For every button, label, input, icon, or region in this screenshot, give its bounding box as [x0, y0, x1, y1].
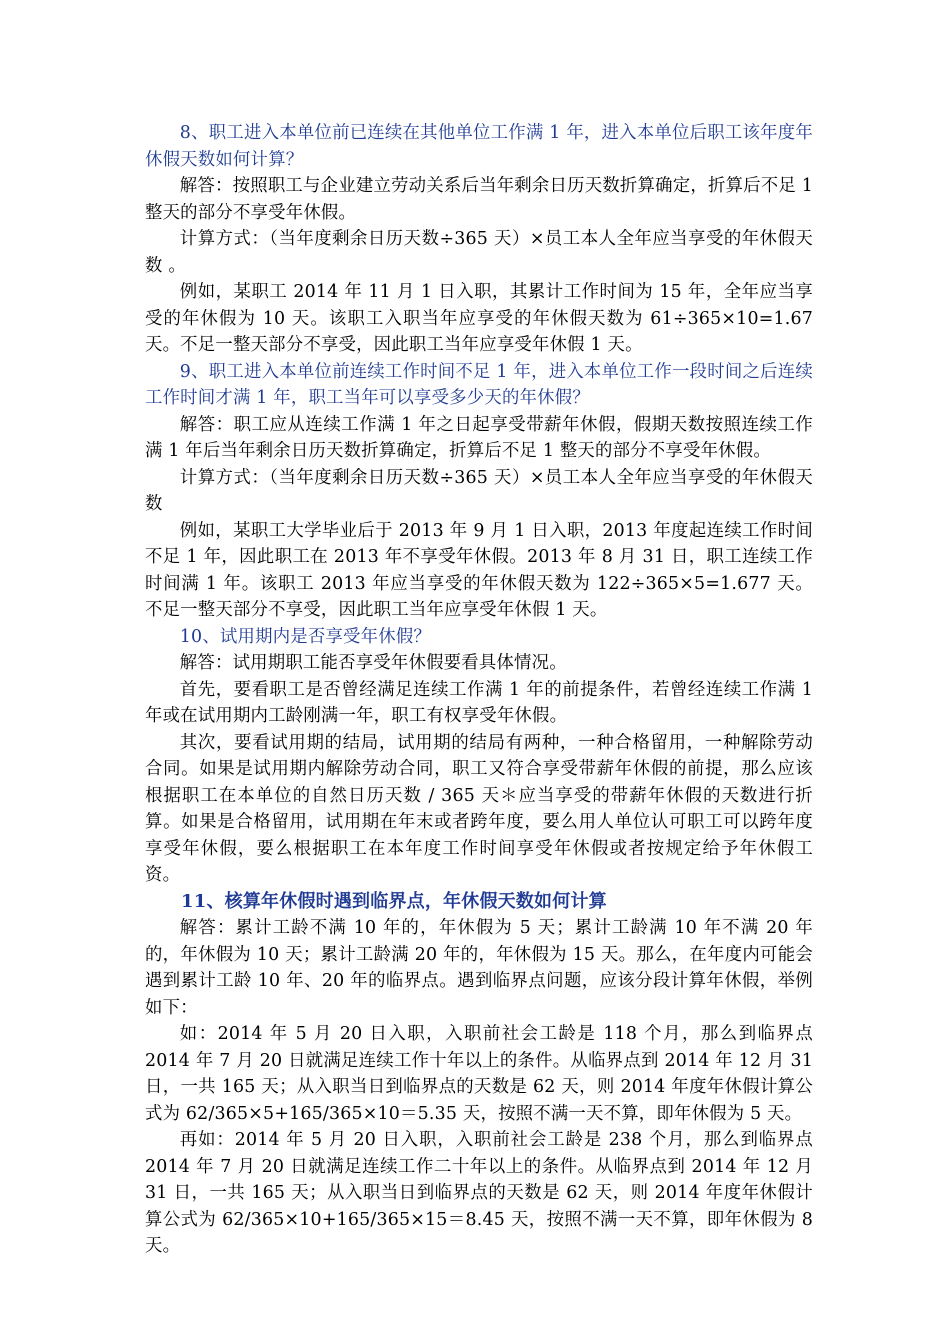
formula-9: 计算方式：（当年度剩余日历天数÷365 天）×员工本人全年应当享受的年休假天数 [145, 467, 813, 514]
document-page [145, 120, 813, 1260]
answer-8: 解答：按照职工与企业建立劳动关系后当年剩余日历天数折算确定，折算后不足 1 整天的部分不享受年休假。 [145, 176, 813, 223]
answer-10: 解答：试用期职工能否享受年休假要看具体情况。 [179, 653, 567, 673]
question-11: 11、核算年休假时遇到临界点，年休假天数如何计算 [181, 890, 607, 912]
question-9: 9、职工进入本单位前连续工作时间不足 1 年，进入本单位工作一段时间之后连续工作时间才满 1 年，职工当年可以享受多少天的年休假？ [145, 361, 813, 408]
first-point-10: 首先，要看职工是否曾经满足连续工作满 1 年的前提条件，若曾经连续工作满 1 年或在试用期内工龄刚满一年，职工有权享受年休假。 [145, 679, 813, 726]
example-11-b: 再如：2014 年 5 月 20 日入职，入职前社会工龄是 238 个月，那么到临界点 2014 年 7 月 20 日就满足连续工作二十年以上的条件。从临界点到 2014 年 12 月 31 日，一共 165 天；从入职当日到临界点的天数是 62 天，则 2014 年度年休假计算公式为 62/365×10+165/365×15＝8.45 天，按照不满一天不算，即年休假为 8 天。 [145, 1130, 813, 1256]
question-10: 10、试用期内是否享受年休假？ [179, 626, 432, 647]
example-9: 例如，某职工大学毕业后于 2013 年 9 月 1 日入职，2013 年度起连续工作时间不足 1 年，因此职工在 2013 年不享受年休假。2013 年 8 月 31 日，职工连续工作时间满 1 年。该职工 2013 年应当享受的年休假天数为 122÷365×5=1.677 天。不足一整天部分不享受，因此职工当年应享受年休假 1 天。 [145, 520, 813, 620]
answer-11: 解答：累计工龄不满 10 年的，年休假为 5 天；累计工龄满 10 年不满 20 年的，年休假为 10 天；累计工龄满 20 年的，年休假为 15 天。那么，在年度内可能会遇到累计工龄 10 年、20 年的临界点。遇到临界点问题，应该分段计算年休假，举例如下： [145, 918, 813, 1018]
formula-8: 计算方式：（当年度剩余日历天数÷365 天）×员工本人全年应当享受的年休假天数 。 [145, 229, 813, 276]
answer-9: 解答：职工应从连续工作满 1 年之日起享受带薪年休假，假期天数按照连续工作满 1 年后当年剩余日历天数折算确定，折算后不足 1 整天的部分不享受年休假。 [145, 414, 813, 461]
example-11-a: 如：2014 年 5 月 20 日入职，入职前社会工龄是 118 个月，那么到临界点 2014 年 7 月 20 日就满足连续工作十年以上的条件。从临界点到 2014 年 12 月 31 日，一共 165 天；从入职当日到临界点的天数是 62 天，则 2014 年度年休假计算公式为 62/365×5+165/365×10＝5.35 天，按照不满一天不算，即年休假为 5 天。 [145, 1024, 813, 1124]
example-8: 例如，某职工 2014 年 11 月 1 日入职，其累计工作时间为 15 年，全年应当享受的年休假为 10 天。该职工入职当年应享受的年休假天数为 61÷365×10=1.67 天。不足一整天部分不享受，因此职工当年应享受年休假 1 天。 [145, 282, 813, 355]
second-point-10: 其次，要看试用期的结局，试用期的结局有两种，一种合格留用，一种解除劳动合同。如果是试用期内解除劳动合同，职工又符合享受带薪年休假的前提，那么应该根据职工在本单位的自然日历天数 / 365 天＊应当享受的带薪年休假的天数进行折算。如果是合格留用，试用期在年末或者跨年度，要么用人单位认可职工可以跨年度享受年休假，要么根据职工在本年度工作时间享受年休假或者按规定给予年休假工资。 [145, 732, 813, 885]
question-8: 8、职工进入本单位前已连续在其他单位工作满 1 年，进入本单位后职工该年度年休假天数如何计算？ [145, 123, 813, 170]
